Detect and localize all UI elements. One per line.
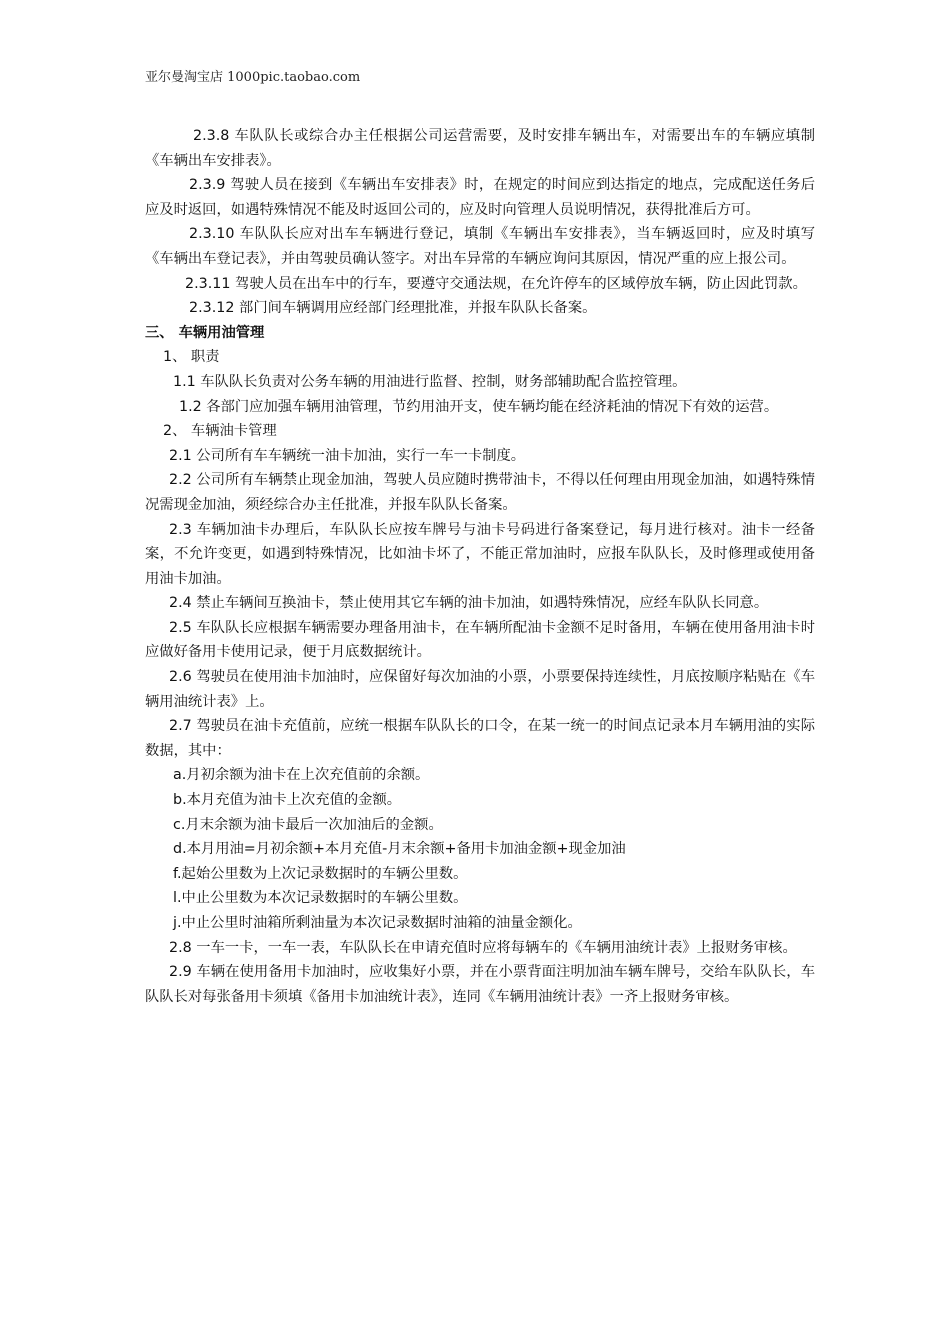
- paragraph-2-1: 2.1 公司所有车车辆统一油卡加油，实行一车一卡制度。: [169, 447, 526, 464]
- list-item-c: c.月末余额为油卡最后一次加油后的金额。: [173, 816, 443, 833]
- paragraph-2-6: 2.6 驾驶员在使用油卡加油时，应保留好每次加油的小票，小票要保持连续性，月底按顺序粘贴在《车辆用油统计表》上。: [145, 669, 815, 710]
- paragraph-1-2: 1.2 各部门应加强车辆用油管理，节约用油开支，使车辆均能在经济耗油的情况下有效的运营。: [179, 398, 779, 415]
- paragraph-2-3-12: 2.3.12 部门间车辆调用应经部门经理批准，并报车队队长备案。: [189, 300, 597, 317]
- paragraph-2-9: 2.9 车辆在使用备用卡加油时，应收集好小票，并在小票背面注明加油车辆车牌号，交给车队队长，车队队长对每张备用卡须填《备用卡加油统计表》，连同《车辆用油统计表》一齐上报财务审核。: [145, 964, 815, 1005]
- paragraph-2-4: 2.4 禁止车辆间互换油卡，禁止使用其它车辆的油卡加油，如遇特殊情况，应经车队队长同意。: [169, 595, 769, 612]
- paragraph-2-3-8: 2.3.8 车队队长或综合办主任根据公司运营需要，及时安排车辆出车，对需要出车的车辆应填制《车辆出车安排表》。: [145, 128, 815, 169]
- document-body: [145, 124, 815, 1009]
- paragraph-2-2: 2.2 公司所有车辆禁止现金加油，驾驶人员应随时携带油卡，不得以任何理由用现金加油，如遇特殊情况需现金加油，须经综合办主任批准，并报车队队长备案。: [145, 472, 815, 513]
- section-heading-3: 三、 车辆用油管理: [145, 324, 265, 341]
- page-header: 亚尔曼淘宝店 1000pic.taobao.com: [145, 70, 361, 85]
- list-item-f: f.起始公里数为上次记录数据时的车辆公里数。: [173, 865, 468, 882]
- list-item-l: l.中止公里数为本次记录数据时的车辆公里数。: [173, 890, 468, 907]
- paragraph-2-3-11: 2.3.11 驾驶人员在出车中的行车，要遵守交通法规，在允许停车的区域停放车辆，防止因此罚款。: [185, 275, 807, 292]
- list-item-j: j.中止公里时油箱所剩油量为本次记录数据时油箱的油量金额化。: [173, 915, 582, 931]
- subheading-responsibilities: 1、 职责: [163, 349, 220, 366]
- paragraph-2-3: 2.3 车辆加油卡办理后，车队队长应按车牌号与油卡号码进行备案登记，每月进行核对。油卡一经备案，不允许变更，如遇到特殊情况，比如油卡坏了，不能正常加油时，应报车队队长，及时修理或使用备用油卡加油。: [145, 521, 815, 587]
- paragraph-2-5: 2.5 车队队长应根据车辆需要办理备用油卡，在车辆所配油卡金额不足时备用，车辆在使用备用油卡时应做好备用卡使用记录，便于月底数据统计。: [145, 619, 815, 661]
- paragraph-1-1: 1.1 车队队长负责对公务车辆的用油进行监督、控制，财务部辅助配合监控管理。: [173, 373, 687, 390]
- paragraph-2-3-10: 2.3.10 车队队长应对出车车辆进行登记，填制《车辆出车安排表》，当车辆返回时，应及时填写《车辆出车登记表》，并由驾驶员确认签字。对出车异常的车辆应询问其原因，情况严重的应上报公司。: [145, 226, 815, 267]
- list-item-b: b.本月充值为油卡上次充值的金额。: [173, 792, 402, 809]
- list-item-a: a.月初余额为油卡在上次充值前的余额。: [173, 767, 430, 784]
- subheading-fuel-card: 2、 车辆油卡管理: [163, 423, 277, 440]
- paragraph-2-3-9: 2.3.9 驾驶人员在接到《车辆出车安排表》时，在规定的时间应到达指定的地点，完成配送任务后应及时返回，如遇特殊情况不能及时返回公司的，应及时向管理人员说明情况，获得批准后方可。: [145, 177, 815, 218]
- paragraph-2-7: 2.7 驾驶员在油卡充值前，应统一根据车队队长的口令，在某一统一的时间点记录本月车辆用油的实际数据，其中：: [145, 718, 815, 759]
- list-item-d: d.本月用油=月初余额+本月充值-月末余额+备用卡加油金额+现金加油: [173, 841, 626, 858]
- paragraph-2-8: 2.8 一车一卡，一车一表，车队队长在申请充值时应将每辆车的《车辆用油统计表》上报财务审核。: [169, 939, 797, 956]
